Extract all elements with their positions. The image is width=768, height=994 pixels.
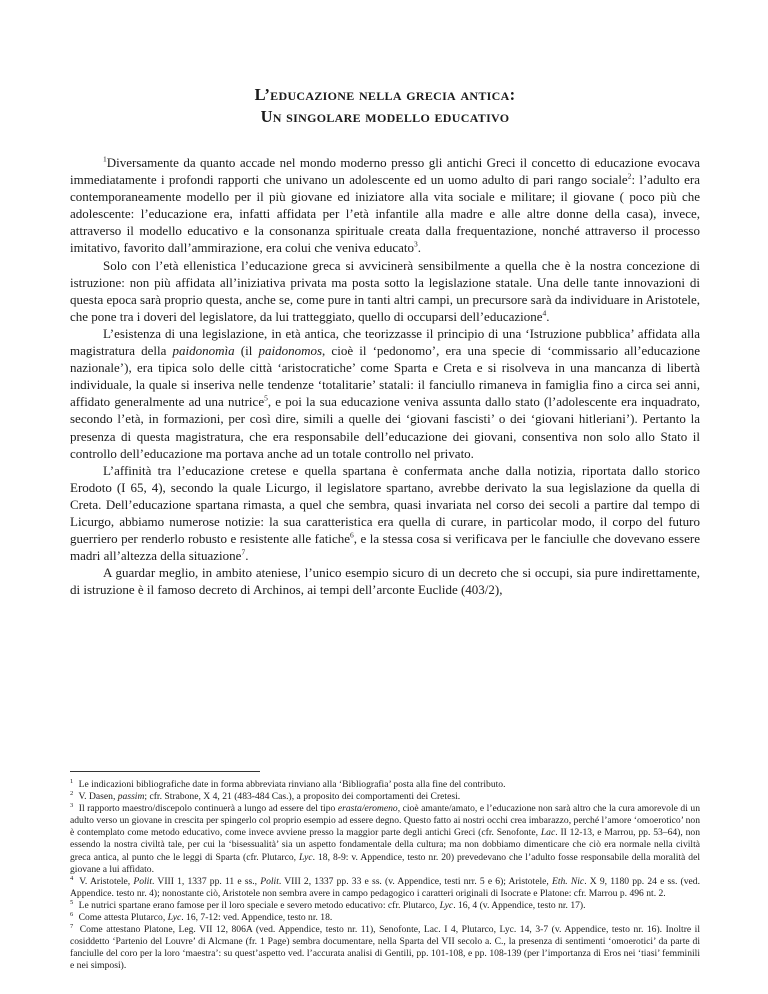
text-run: (il [234, 343, 259, 359]
footnote-ref: 3 [70, 802, 74, 809]
footnote-ref: 2 [70, 789, 74, 797]
italic-term: Lac [540, 827, 556, 839]
text-run: . X 9, 1180 pp. 24 e ss. (ved. Appendice. testo nr. 4); nonostante ciò, Aristotele non sembra avere in campo pedagogico i caratteri originali di Isocrate e Platone: cfr. Marrou p. 496 nt. 2. [70, 875, 701, 899]
body-text [70, 154, 700, 598]
footnote [70, 779, 700, 791]
paragraph [70, 154, 700, 257]
footnote-ref: 7 [70, 922, 74, 930]
text-run: , cioè amante/amato, e l’educazione non sarà altro che la cura amorevole di un adulto verso un giovane in crescita per spingerlo col proprio esempio ad essere degno. Questo fatto ai nostri occhi crea imbarazzo, perché l’amore ‘omoerotico’ non è contemplato come metodo educativo, come invece avviene presso la maggior parte degli antichi Greci (cfr. Senofonte, [70, 803, 700, 839]
title-line-1: L’educazione nella grecia antica: [254, 85, 516, 104]
footnote-ref: 6 [70, 910, 74, 918]
text-run: : l’adulto era contemporaneamente modello per il più giovane ed iniziatore alla vita sociale e militare; il giovane ( poco più che adolescente: l’educazione era, infatti affidata per l’età infantile alla madre e alle altre donne della casa), invece, attraverso il modello educativo e la consonanza spirituale creata dalla frequentazione, nonché attraverso il processo imitativo, favorito dall’ammirazione, era colui che veniva educato [70, 172, 700, 256]
footnote-ref: 4 [70, 874, 74, 882]
footnote [70, 912, 700, 924]
text-run: Diversamente da quanto accade nel mondo moderno presso gli antichi Greci il concetto di educazione evocava immediatamente i profondi rapporti che univano un adolescente ed un uomo adulto di pari rango sociale [70, 155, 700, 188]
italic-term: paidonomos [258, 343, 323, 359]
text-run: , e poi la sua educazione veniva assunta dallo stato (l’adolescente era inquadrato, secondo l’età, in formazioni, per così dire, simili a quelle dei ‘giovani fascisti’ o dei ‘giovani hitleriani’). Pertanto la presenza di questa magistratura, che era responsabile dell’educazione dei giovani, consentiva non solo allo Stato il controllo dell’educazione ma portava anche ad un totale controllo nel privato. [70, 394, 700, 461]
title-line-2: Un singolare modello educativo [260, 107, 510, 126]
text-run: , e la stessa cosa si verificava per le fanciulle che dovevano essere madri all’altezza della situazione [70, 531, 700, 564]
text-run: . 16, 4 (v. Appendice, testo nr. 17). [453, 899, 586, 911]
italic-term: Polit [133, 875, 153, 887]
footnote-ref: 5 [70, 898, 74, 906]
footnote-ref: 6 [350, 530, 354, 540]
text-run: Come attesta Plutarco, [76, 912, 168, 924]
document-title [70, 84, 700, 128]
text-run: . 18, 8-9: v. Appendice, testo nr. 20) prevedevano che l’adulto fosse responsabile della moralità del giovane a lui affidato. [70, 851, 700, 875]
text-run: . VIII 1, 1337 pp. 11 e ss., [152, 875, 261, 887]
footnote [70, 876, 700, 900]
italic-term: erasta/eromeno [337, 803, 398, 815]
text-run: . VIII 2, 1337 pp. 33 e ss. (v. Appendice, testi nrr. 5 e 6); Aristotele, [278, 875, 552, 887]
text-run: . 16, 7-12: ved. Appendice, testo nr. 18. [181, 912, 333, 924]
text-run: . [245, 548, 249, 564]
italic-term: passim [117, 791, 145, 803]
footnote-ref: 4 [542, 308, 547, 318]
footnote [70, 900, 700, 912]
text-run: V. Dasen, [76, 791, 118, 803]
footnote-ref: 2 [627, 171, 632, 181]
paragraph [70, 325, 700, 462]
footnote [70, 803, 700, 876]
text-run: Il rapporto maestro/discepolo continuerà a lungo ad essere del tipo [76, 803, 338, 815]
paragraph [70, 564, 700, 598]
text-run: V. Aristotele, [76, 875, 134, 887]
italic-term: Lyc [167, 912, 182, 924]
text-run: Le indicazioni bibliografiche date in forma abbreviata rinviano alla ‘Bibliografia’ posta alla fine del contributo. [76, 779, 506, 790]
text-run: Come attestano Platone, Leg. VII 12, 806A (ved. Appendice, testo nr. 11), Senofonte, Lac. I 4, Plutarco, Lyc. 14, 3-7 (v. Appendice, testo nr. 16). Inoltre il cosiddetto ‘Partenio del Louvre’ di Alcmane (fr. 1 Page) sembra documentare, nella Sparta del VII secolo a. C., la presenza di sentimenti ‘omoerotici’ da parte di fanciulle del coro per la loro ‘maestra’: su quest’aspetto ved. l’accurata analisi di Gentili, pp. 101-108, e pp. 108-139 (per l’importanza di Eros nei ‘tiasi’ femminili e nei simposi). [70, 924, 700, 972]
footnotes [70, 779, 700, 973]
italic-term: Polit [260, 875, 279, 887]
italic-term: Lyc [299, 851, 313, 863]
document-page [70, 84, 700, 598]
footnote [70, 924, 700, 972]
text-run: A guardar meglio, in ambito ateniese, l’unico esempio sicuro di un decreto che si occupi, sia pure indirettamente, di istruzione è il famoso decreto di Archinos, ai tempi dell’arconte Euclide (403/2), [70, 565, 700, 598]
footnote-ref: 1 [103, 154, 107, 164]
footnote-separator [70, 771, 260, 772]
footnote-ref: 5 [264, 393, 268, 403]
text-run: . [417, 240, 421, 256]
paragraph [70, 462, 700, 565]
text-run: L’esistenza di una legislazione, in età antica, che teorizzasse il principio di una ‘Istruzione pubblica’ affidata alla magistratura della [70, 325, 700, 359]
footnote-ref: 3 [414, 240, 418, 250]
text-run: ; cfr. Strabone, X 4, 21 (483-484 Cas.), a proposito dei comportamenti dei Cretesi. [144, 791, 461, 803]
italic-term: Eth. Nic [551, 875, 585, 887]
italic-term: paidonomìa [172, 343, 235, 359]
footnote-ref: 7 [241, 547, 246, 557]
italic-term: Lyc [439, 899, 454, 911]
text-run: . II 12-13, e Marrou, pp. 53–64), non essendo la nostra civiltà tale, per cui la ‘bisessualità’ sia un aspetto fondamentale della cultura; ma non dobbiamo dimenticare che ciò era normale nella civiltà greca antica, al punto che le leggi di Sparta (cfr. Plutarco, [70, 827, 700, 863]
text-run: . [546, 308, 550, 324]
text-run: L’affinità tra l’educazione cretese e quella spartana è confermata anche dalla notizia, riportata dallo storico Erodoto (I 65, 4), secondo la quale Licurgo, il legislatore spartano, avrebbe derivato la sua legislazione da quella di Creta. Dell’educazione spartana rimasta, a quel che sembra, quasi invariata nel corso dei secoli a partire dal tempo di Licurgo, abbiamo numerose notizie: la sua caratteristica era quella di curare, in particolar modo, il corpo del futuro guerriero per renderlo robusto e resistente alle fatiche [70, 462, 700, 547]
text-run: Solo con l’età ellenistica l’educazione greca si avvicinerà sensibilmente a quella che è la nostra concezione di istruzione: non più affidata all’iniziativa privata ma posta sotto la legislazione statale. Una delle tante innovazioni di questa epoca sarà proprio questa, anche se, come pure in tanti altri campi, un precursore sarà da individuare in Aristotele, che pone tra i doveri del legislatore, da lui tratteggiato, quello di occuparsi dell’educazione [70, 257, 700, 324]
text-run: Le nutrici spartane erano famose per il loro speciale e severo metodo educativo: cfr. Plutarco, [76, 899, 440, 911]
footnote-ref: 1 [70, 777, 74, 785]
paragraph [70, 257, 700, 325]
footnote [70, 791, 700, 803]
text-run: , cioè il ‘pedonomo’, era una specie di ‘commissario all’educazione nazionale’), era tipica solo delle città ‘aristocratiche’ come Sparta e Creta e si risolveva in una mancanza di libertà individuale, la quale si inseriva nelle tendenze ‘totalitarie’ statali: il fanciullo rimaneva in famiglia fino a circa sei anni, affidato generalmente ad una nutrice [70, 343, 700, 410]
